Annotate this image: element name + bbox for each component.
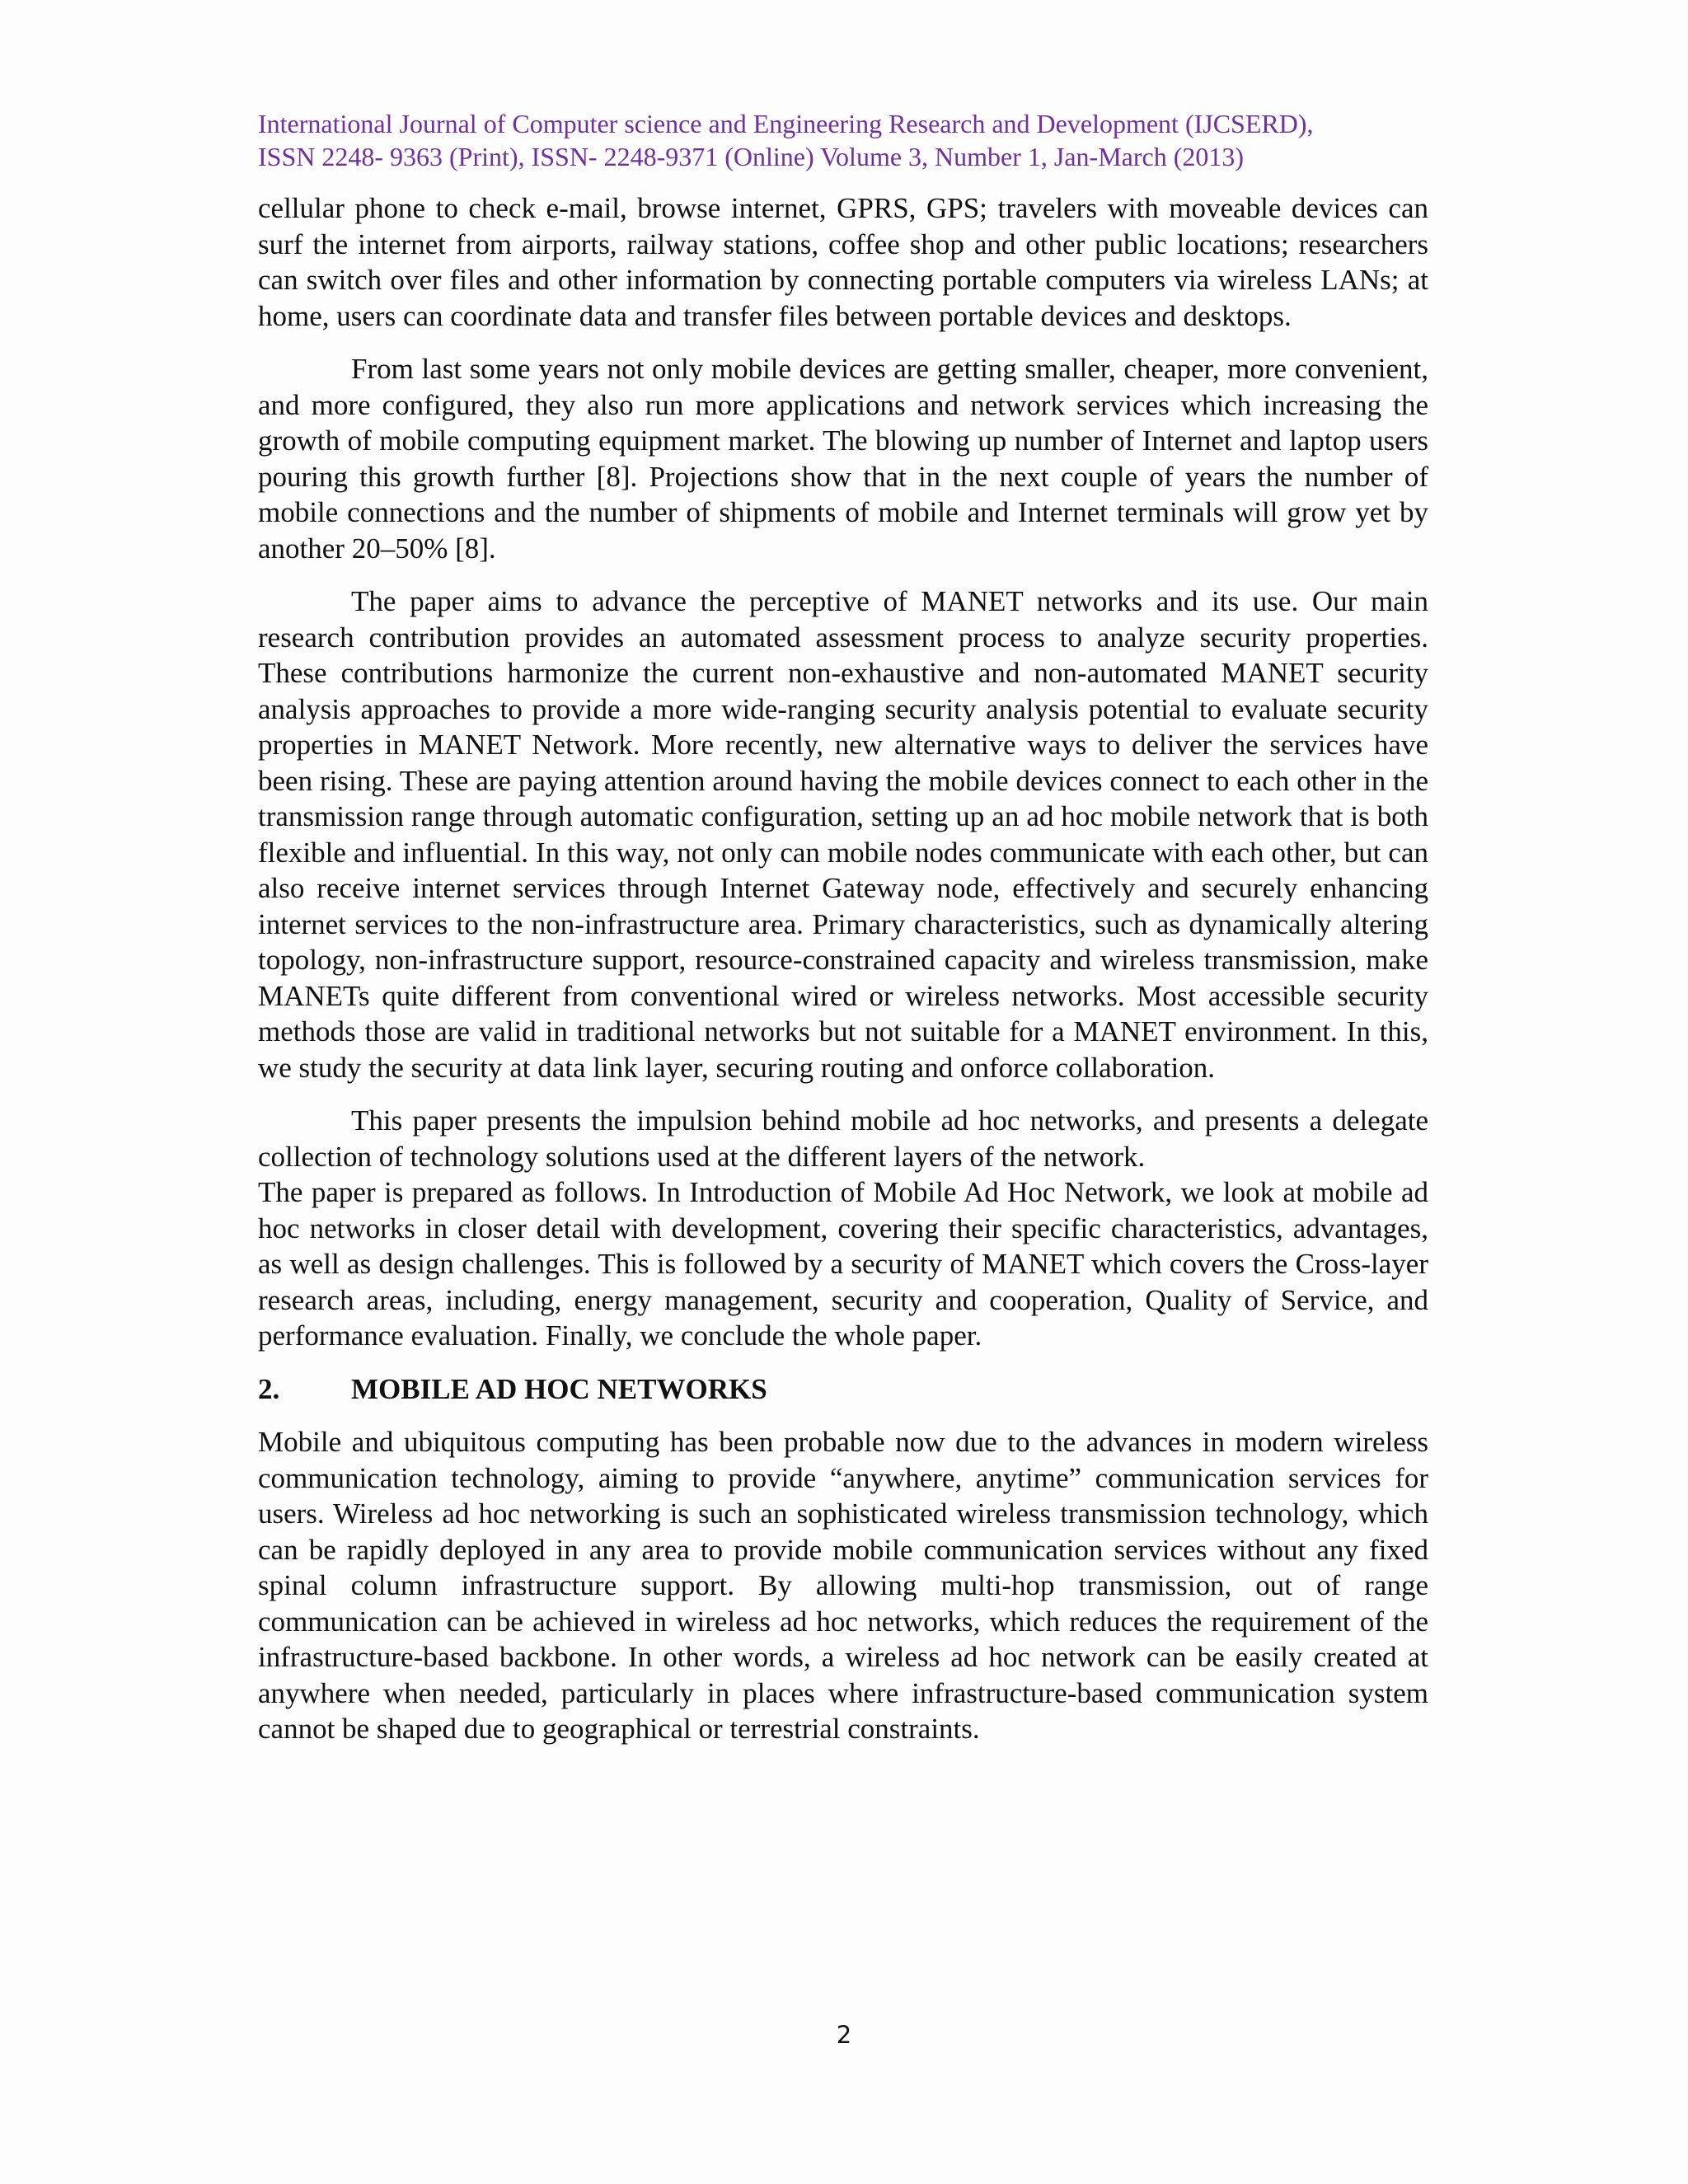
page-number: 2 — [836, 2021, 852, 2049]
journal-header-line-2: ISSN 2248- 9363 (Print), ISSN- 2248-9371 (Online) Volume 3, Number 1, Jan-March (2013) — [258, 142, 1245, 171]
journal-header-line-1: International Journal of Computer science and Engineering Research and Development (IJCSERD), — [258, 109, 1314, 138]
section-heading — [258, 1371, 1428, 1408]
paragraph-5: The paper is prepared as follows. In Introduction of Mobile Ad Hoc Network, we look at mobile ad hoc networks in closer detail with development, covering their specific characteristics, advantages, as well as design challenges. This is followed by a security of MANET which covers the Cross-layer research areas, including, energy management, security and cooperation, Quality of Service, and performance evaluation. Finally, we conclude the whole paper. — [258, 1176, 1428, 1352]
paragraph-6: Mobile and ubiquitous computing has been probable now due to the advances in modern wireless communication technology, aiming to provide “anywhere, anytime” communication services for users. Wireless ad hoc networking is such an sophisticated wireless transmission technology, which can be rapidly deployed in any area to provide mobile communication services without any fixed spinal column infrastructure support. By allowing multi-hop transmission, out of range communication can be achieved in wireless ad hoc networks, which reduces the requirement of the infrastructure-based backbone. In other words, a wireless ad hoc network can be easily created at anywhere when needed, particularly in places where infrastructure-based communication system cannot be shaped due to geographical or terrestrial constraints. — [258, 1426, 1428, 1745]
paragraph-3: The paper aims to advance the perceptive of MANET networks and its use. Our main research contribution provides an automated assessment process to analyze security properties. These contributions harmonize the current non-exhaustive and non-automated MANET security analysis approaches to provide a more wide-ranging security analysis potential to evaluate security properties in MANET Network. More recently, new alternative ways to deliver the services have been rising. These are paying attention around having the mobile devices connect to each other in the transmission range through automatic configuration, setting up an ad hoc mobile network that is both flexible and influential. In this way, not only can mobile nodes communicate with each other, but can also receive internet services through Internet Gateway node, effectively and securely enhancing internet services to the non-infrastructure area. Primary characteristics, such as dynamically altering topology, non-infrastructure support, resource-constrained capacity and wireless transmission, make MANETs quite different from conventional wired or wireless networks. Most accessible security methods those are valid in traditional networks but not suitable for a MANET environment. In this, we study the security at data link layer, securing routing and onforce collaboration. — [258, 585, 1428, 1084]
section-number: 2. — [258, 1372, 280, 1405]
section-title: MOBILE AD HOC NETWORKS — [351, 1372, 767, 1405]
paragraph-2: From last some years not only mobile devices are getting smaller, cheaper, more convenient, and more configured, they also run more applications and network services which increasing the growth of mobile computing equipment market. The blowing up number of Internet and laptop users pouring this growth further [8]. Projections show that in the next couple of years the number of mobile connections and the number of shipments of mobile and Internet terminals will grow yet by another 20–50% [8]. — [258, 353, 1428, 565]
paragraph-1: cellular phone to check e-mail, browse internet, GPRS, GPS; travelers with moveable devices can surf the internet from airports, railway stations, coffee shop and other public locations; researchers can switch over files and other information by connecting portable computers via wireless LANs; at home, users can coordinate data and transfer files between portable devices and desktops. — [258, 192, 1428, 332]
journal-header — [258, 107, 1428, 173]
paragraph-4: This paper presents the impulsion behind mobile ad hoc networks, and presents a delegate collection of technology solutions used at the different layers of the network. — [258, 1104, 1428, 1173]
page-content — [258, 107, 1428, 1747]
